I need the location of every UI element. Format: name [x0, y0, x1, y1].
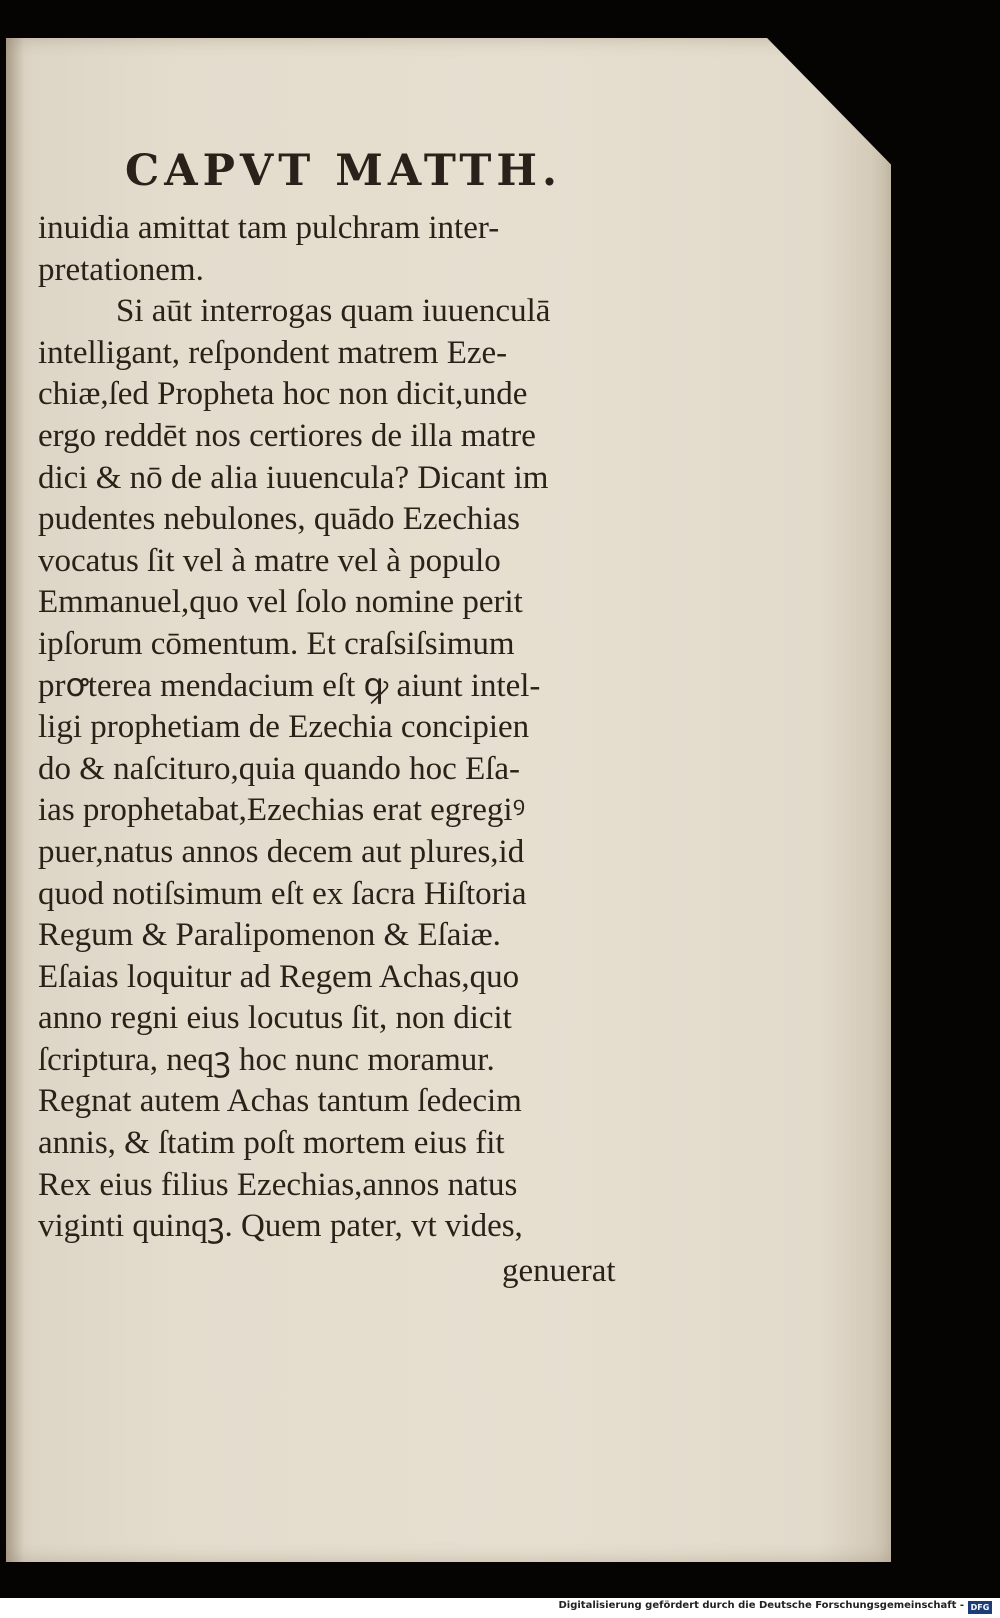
text-line: anno regni eius locutus ſit, non dicit	[38, 1000, 512, 1037]
text-line: vocatus ſit vel à matre vel à populo	[38, 542, 501, 579]
text-line: ſcriptura, neqꝫ hoc nunc moramur.	[38, 1041, 495, 1078]
funding-credit: Digitalisierung gefördert durch die Deutsche Forschungsgemeinschaft -	[558, 1600, 964, 1611]
text-line: do & naſcituro,quia quando hoc Eſa-	[38, 750, 521, 787]
text-line: dici & nō de alia iuuencula? Dicant im	[38, 459, 549, 496]
text-line: ipſorum cōmentum. Et craſsiſsimum	[38, 625, 515, 662]
text-line: ias prophetabat,Ezechias erat egregiꝰ	[38, 792, 526, 829]
text-line: inuidia amittat tam pulchram inter-	[38, 210, 500, 246]
page-gutter-shadow	[6, 38, 24, 1562]
text-line: quod notiſsimum eſt ex ſacra Hiſtoria	[38, 875, 527, 912]
text-line: ergo reddēt nos certiores de illa matre	[38, 417, 536, 454]
running-head: CAPVT MATTH.	[125, 146, 562, 196]
text-line: Eſaias loquitur ad Regem Achas,quo	[38, 958, 520, 995]
text-line: chiæ,ſed Propheta hoc non dicit,unde	[38, 376, 528, 413]
catchword: genuerat	[502, 1253, 616, 1289]
text-line: Si aūt interrogas quam iuuenculā	[116, 293, 551, 330]
text-line: puer,natus annos decem aut plures,id	[38, 833, 525, 870]
text-line: pudentes nebulones, quādo Ezechias	[38, 501, 521, 538]
text-line: Emmanuel,quo vel ſolo nomine perit	[38, 584, 523, 621]
text-line: annis, & ſtatim poſt mortem eius fit	[38, 1125, 505, 1162]
text-line: Regum & Paralipomenon & Eſaiæ.	[38, 917, 501, 954]
text-line: pretationem.	[38, 251, 204, 288]
footer-bar	[0, 1598, 1000, 1618]
dfg-logo: DFG	[968, 1601, 992, 1614]
text-line: ligi prophetiam de Ezechia concipien	[38, 709, 530, 746]
text-line: Rex eius filius Ezechias,annos natus	[38, 1166, 518, 1203]
text-line: prꝍterea mendacium eſt ꝙ aiunt intel-	[38, 667, 541, 704]
text-line: Regnat autem Achas tantum ſedecim	[38, 1083, 522, 1120]
text-line: viginti quinqꝫ. Quem pater, vt vides,	[38, 1208, 523, 1245]
text-line: intelligant, reſpondent matrem Eze-	[38, 334, 508, 371]
text-block	[38, 208, 688, 1248]
